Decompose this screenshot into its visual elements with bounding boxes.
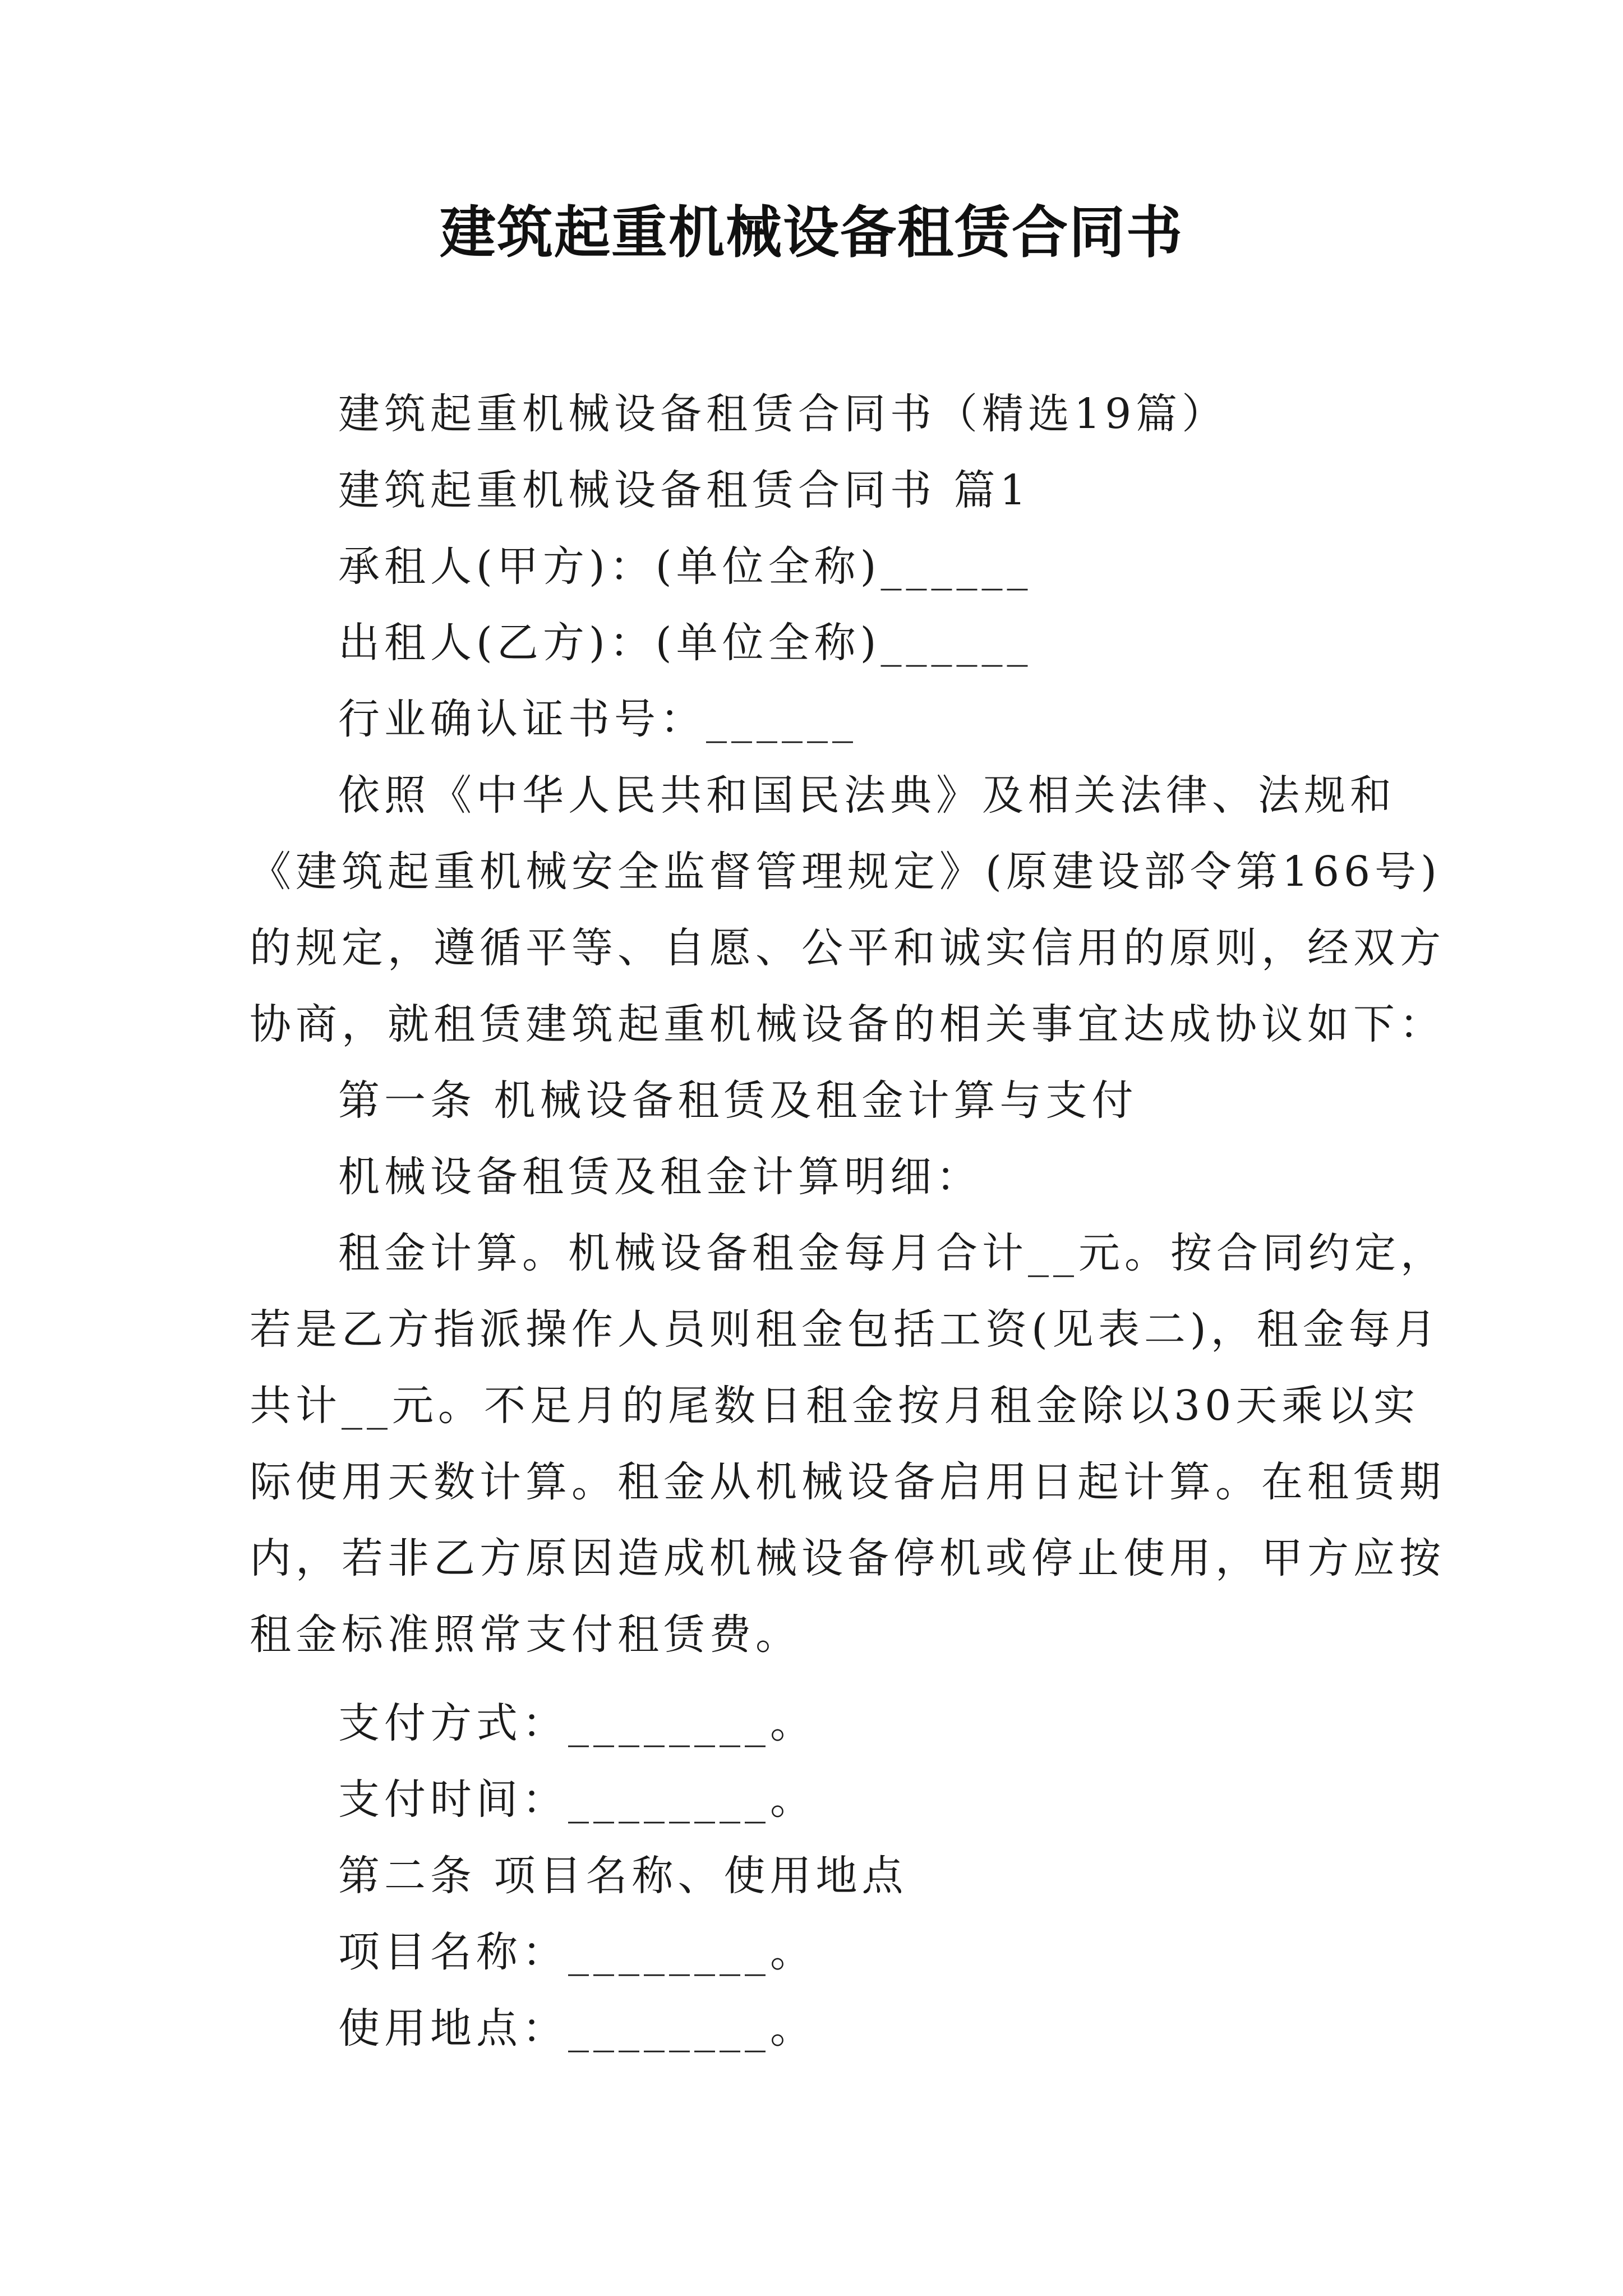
- paragraph-rent-calculation: [250, 1215, 1446, 1673]
- legal-basis-line: 的规定，遵循平等、自愿、公平和诚实信用的原则，经双方: [250, 924, 1445, 972]
- paragraph-collection-title: 建筑起重机械设备租赁合同书（精选19篇）: [338, 390, 1228, 438]
- rent-calculation-line: 共计__元。不足月的尾数日租金按月租金除以30天乘以实: [250, 1382, 1420, 1430]
- paragraph-usage-location: 使用地点：________。: [338, 2004, 816, 2053]
- rent-calculation-line: 若是乙方指派操作人员则租金包括工资(见表二)，租金每月: [250, 1305, 1441, 1354]
- paragraph-project-name: 项目名称：________。: [338, 1928, 816, 1976]
- paragraph-article-one-heading: 第一条 机械设备租赁及租金计算与支付: [338, 1076, 1138, 1125]
- legal-basis-line: 依照《中华人民共和国民法典》及相关法律、法规和: [338, 771, 1396, 820]
- paragraph-lessee: 承租人(甲方)：(单位全称)______: [338, 542, 1032, 591]
- document-title: 建筑起重机械设备租赁合同书: [440, 200, 1183, 265]
- paragraph-article-two-heading: 第二条 项目名称、使用地点: [338, 1852, 908, 1900]
- rent-calculation-line: 内，若非乙方原因造成机械设备停机或停止使用，甲方应按: [250, 1534, 1445, 1582]
- legal-basis-line: 《建筑起重机械安全监督管理规定》(原建设部令第166号): [250, 848, 1441, 896]
- rent-calculation-line: 租金计算。机械设备租金每月合计__元。按合同约定，: [338, 1229, 1446, 1277]
- paragraph-rent-detail-heading: 机械设备租赁及租金计算明细：: [338, 1153, 982, 1201]
- paragraph-certificate-number: 行业确认证书号：______: [338, 695, 857, 743]
- paragraph-payment-time: 支付时间：________。: [338, 1775, 816, 1824]
- rent-calculation-line: 际使用天数计算。租金从机械设备启用日起计算。在租赁期: [250, 1458, 1445, 1506]
- paragraph-article-heading: 建筑起重机械设备租赁合同书 篇1: [338, 466, 1031, 514]
- paragraph-legal-basis: [250, 757, 1445, 1062]
- paragraph-payment-method: 支付方式：________。: [338, 1699, 816, 1747]
- paragraph-lessor: 出租人(乙方)：(单位全称)______: [338, 619, 1032, 667]
- legal-basis-line: 协商，就租赁建筑起重机械设备的相关事宜达成协议如下：: [250, 1000, 1445, 1048]
- document-body: [250, 376, 1446, 2067]
- rent-calculation-line: 租金标准照常支付租赁费。: [250, 1611, 801, 1659]
